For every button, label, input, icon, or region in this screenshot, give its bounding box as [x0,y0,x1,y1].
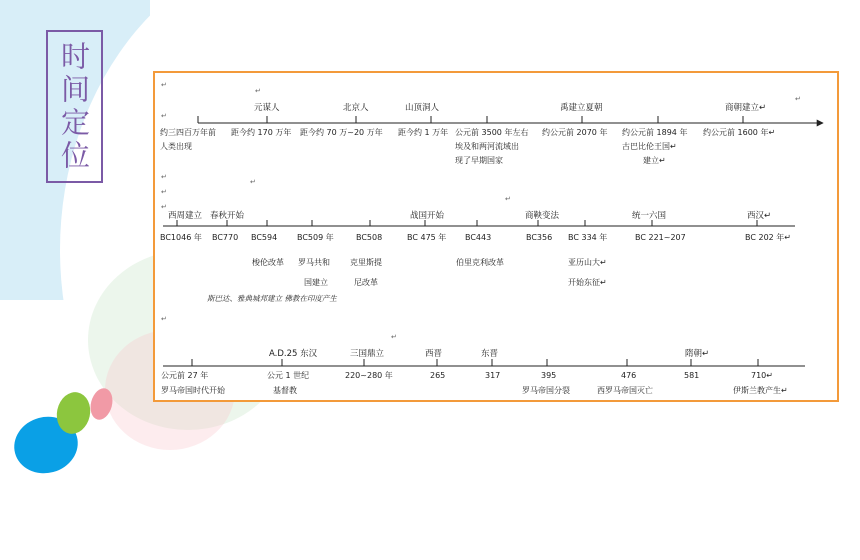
event-below-label: 梭伦改革 [252,258,284,267]
date-tick-label: BC443 [465,233,492,242]
date-label: 距今约 70 万~20 万年 [300,128,383,137]
event-label: 禹建立夏朝 [560,103,603,113]
tick-group-3 [192,359,758,366]
event-label: 西汉↵ [747,211,772,221]
date-label: 现了早期国家 [455,156,503,165]
timeline-row-1 [160,102,823,165]
event-label: 北京人 [343,103,369,113]
date-tick-label: 476 [621,371,637,380]
date-tick-label: BC508 [356,233,383,242]
date-tick-label: 220~280 年 [345,371,393,380]
date-tick-label: BC509 年 [297,233,334,242]
return-mark: ↵ [795,95,801,103]
date-tick-label: BC 475 年 [407,233,447,242]
event-label: A.D.25 东汉 [269,349,318,359]
date-tick-label: 710↵ [751,371,773,380]
date-label: 建立↵ [643,156,666,165]
event-label: 统一六国 [632,211,667,221]
date-tick-label: 公元 1 世纪 [267,371,310,380]
event-label: 隋朝↵ [685,349,710,359]
return-mark: ↵ [161,188,167,196]
return-mark: ↵ [255,87,261,95]
timeline-diagram [155,73,837,400]
date-label: 古巴比伦王国↵ [622,142,677,151]
event-below-label: 国建立 [304,278,328,287]
event-label: 三国鼎立 [350,349,385,359]
event-below-label: 西罗马帝国灭亡 [597,386,653,395]
date-tick-label: BC594 [251,233,278,242]
date-tick-label: BC 221~207 [635,233,686,242]
event-label: 商朝建立↵ [725,103,767,113]
event-below-label: 尼改革 [354,278,378,287]
event-below-label: 罗马共和 [298,258,330,267]
handwritten-note: 斯巴达、雅典城邦建立 佛教在印度产生 [207,294,337,303]
event-label: 西晋 [425,349,443,359]
timeline-row-2 [160,210,795,303]
event-below-label: 罗马帝国分裂 [522,386,570,395]
event-label: 商鞅变法 [525,211,560,221]
return-mark: ↵ [161,315,167,323]
date-label: 距今约 170 万年 [231,128,292,137]
event-below-label: 开始东征↵ [568,278,607,287]
date-tick-label: BC356 [526,233,553,242]
title-box [46,30,103,183]
return-mark: ↵ [161,81,167,89]
date-tick-label: 395 [541,371,557,380]
return-mark: ↵ [391,333,397,341]
event-label: 山顶洞人 [405,103,440,113]
return-mark: ↵ [250,178,256,186]
event-label: 元谋人 [254,103,280,113]
date-tick-label: 265 [430,371,446,380]
return-mark: ↵ [505,195,511,203]
date-label: 约公元前 1894 年 [622,128,688,137]
date-tick-label: BC 334 年 [568,233,608,242]
date-label: 公元前 3500 年左右 [455,128,529,137]
date-tick-label: BC770 [212,233,239,242]
tick-group-1 [198,116,743,123]
timeline-frame [153,71,839,402]
date-tick-label: 公元前 27 年 [161,371,209,380]
date-label: 约三四百万年前 [160,128,216,137]
return-mark: ↵ [161,112,167,120]
date-label: 约公元前 2070 年 [542,128,608,137]
event-label: 战国开始 [410,211,445,221]
return-mark: ↵ [161,173,167,181]
event-below-label: 伯里克利改革 [456,258,504,267]
event-below-label: 基督教 [273,386,297,395]
tick-group-2 [177,220,757,226]
event-label: 西周建立 [168,211,203,221]
event-label: 春秋开始 [210,211,245,221]
date-tick-label: BC1046 年 [160,233,202,242]
return-mark: ↵ [161,203,167,211]
timeline-row-3 [161,348,805,395]
date-tick-label: 581 [684,371,700,380]
page-title: 时间定位 [57,40,91,173]
date-label: 约公元前 1600 年↵ [703,128,776,137]
date-tick-label: BC 202 年↵ [745,233,791,242]
date-label: 埃及和两河流域出 [455,142,519,151]
date-label: 距今约 1 万年 [398,128,449,137]
event-label: 东晋 [481,349,499,359]
event-below-label: 伊斯兰教产生↵ [733,386,788,395]
date-label: 人类出现 [160,142,192,151]
event-below-label: 克里斯提 [350,258,382,267]
event-below-label: 罗马帝国时代开始 [161,386,225,395]
date-tick-label: 317 [485,371,501,380]
event-below-label: 亚历山大↵ [568,258,607,267]
